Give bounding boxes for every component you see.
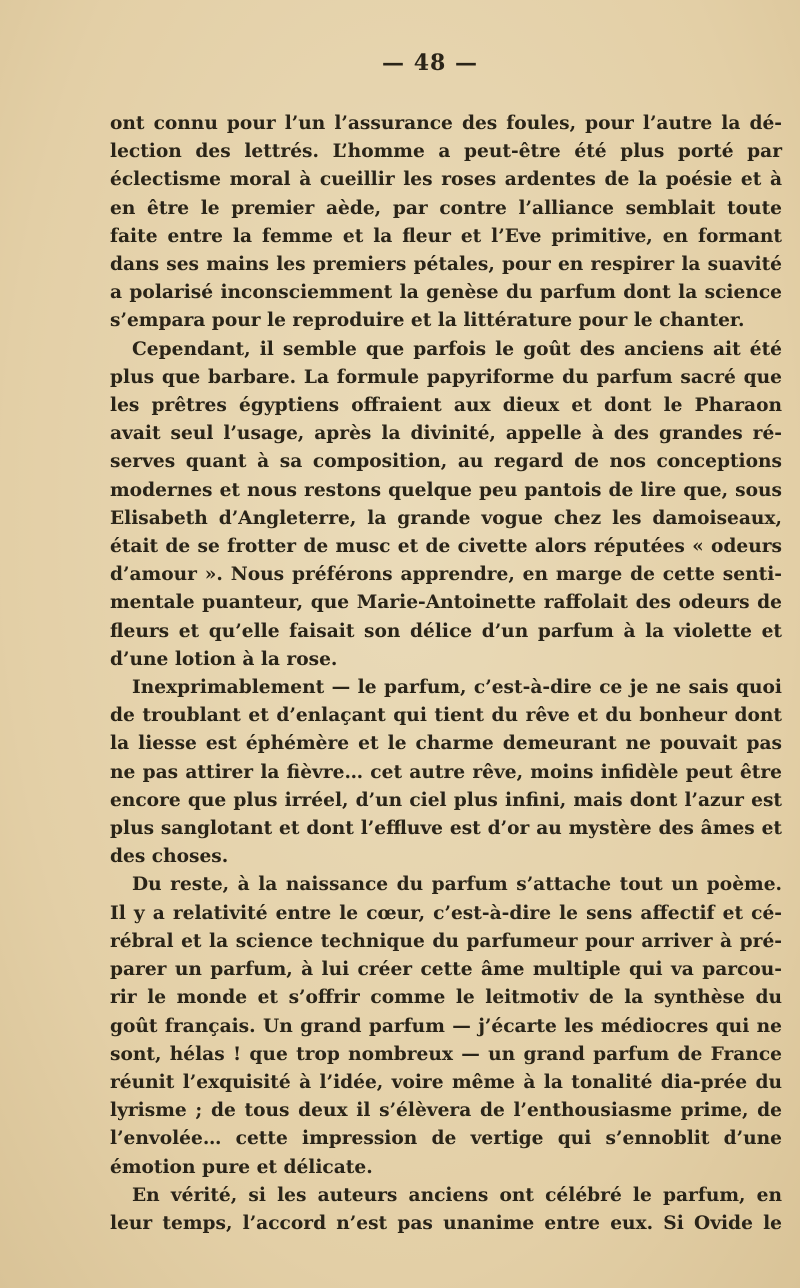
paragraph-3: Inexprimablement — le parfum, c’est-à-dire ce je ne sais quoi de troublant et d’enlaçant qui tient du rêve et du bonheur dont la liesse est éphémère et le charme demeurant ne pouvait pas ne pas attirer la fièvre… cet autre rêve, moins infidèle peut être encore que plus irréel, d’un ciel plus infini, mais dont l’azur est plus sanglotant et dont l’effluve est d’or au mystère des âmes et des choses. xyxy=(110,677,782,868)
paragraph-1: ont connu pour l’un l’assurance des foules, pour l’autre la dé-lection des lettrés. L’homme a peut-être été plus porté par éclectisme moral à cueillir les roses ardentes de la poésie et à en être le premier aède, par contre l’alliance semblait toute faite entre la femme et la fleur et l’Eve primitive, en formant dans ses mains les premiers pétales, pour en respirer la suavité a polarisé inconsciemment la genèse du parfum dont la science s’empara pour le reproduire et la littérature pour le chanter. xyxy=(110,113,782,332)
paragraph-5: En vérité, si les auteurs anciens ont célébré le parfum, en leur temps, l’accord n’est pas unanime entre eux. Si Ovide le xyxy=(110,1184,782,1234)
paragraph-4: Du reste, à la naissance du parfum s’attache tout un poème. Il y a relativité entre le cœur, c’est-à-dire le sens affectif et cé-rébral et la science technique du parfumeur pour arriver à pré-parer un parfum, à lui créer cette âme multiple qui va parcou-rir le monde et s’offrir comme le leitmotiv de la synthèse du goût français. Un grand parfum — j’écarte les médiocres qui ne sont, hélas ! que trop nombreux — un grand parfum de France réunit l’exquisité à l’idée, voire même à la tonalité dia-prée du lyrisme ; de tous deux il s’élèvera de l’enthousiasme prime, de l’envolée… cette impression de vertige qui s’ennoblit d’une émotion pure et délicate. xyxy=(110,874,782,1178)
page-number: — 48 — xyxy=(382,50,478,76)
body-text xyxy=(110,110,782,1238)
paragraph-2: Cependant, il semble que parfois le goût des anciens ait été plus que barbare. La formule papyriforme du parfum sacré que les prêtres égyptiens offraient aux dieux et dont le Pharaon avait seul l’usage, après la divinité, appelle à des grandes ré-serves quant à sa composition, au regard de nos conceptions modernes et nous restons quelque peu pantois de lire que, sous Elisabeth d’Angleterre, la grande vogue chez les damoiseaux, était de se frotter de musc et de civette alors réputées « odeurs d’amour ». Nous préférons apprendre, en marge de cette senti-mentale puanteur, que Marie-Antoinette raffolait des odeurs de fleurs et qu’elle faisait son délice d’un parfum à la violette et d’une lotion à la rose. xyxy=(110,338,782,670)
